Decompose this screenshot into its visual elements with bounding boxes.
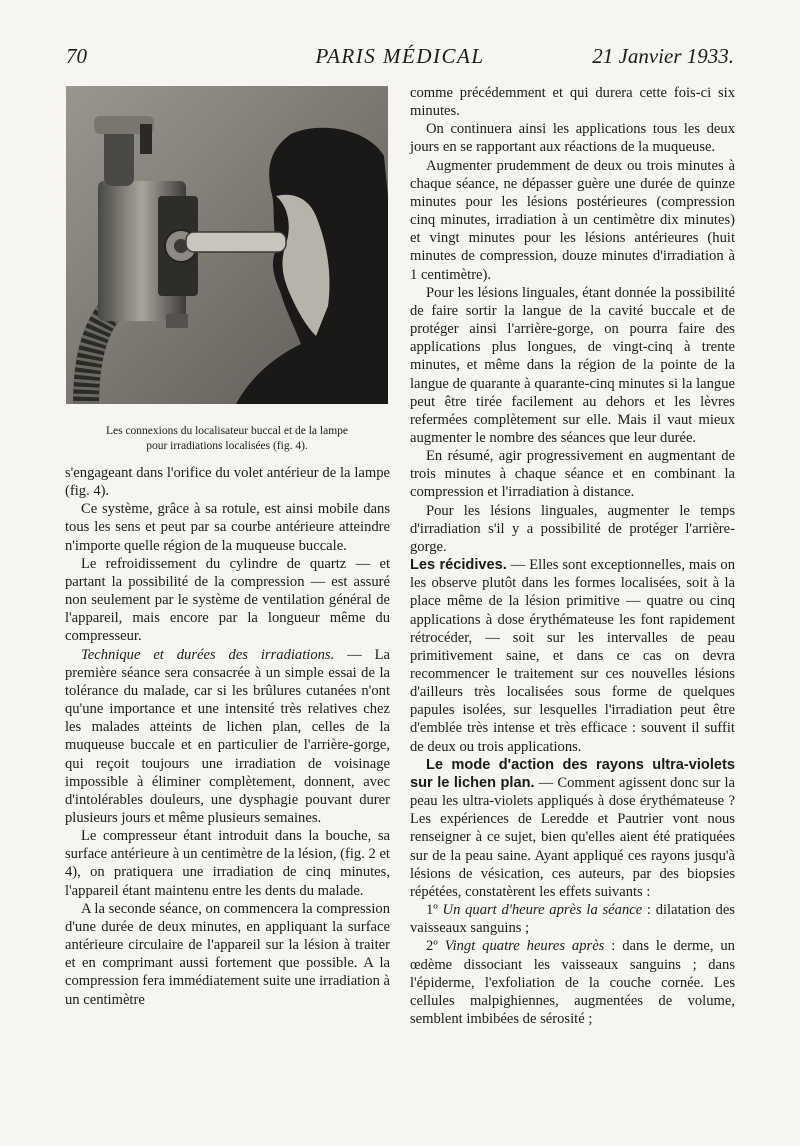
paragraph: Pour les lésions linguales, augmenter le temps d'irradiation s'il y a possibilité de protéger l'arrière-gorge. xyxy=(410,502,735,555)
page-number: 70 xyxy=(66,44,87,68)
list-item-text: : dans le derme, un œdème dissociant les vaisseaux sanguins ; dans l'épiderme, l'exfoliation de la couche cornée. Les cellules malpighiennes, augmentées de volume, semblent imbibées de sérosité ; xyxy=(410,938,735,1027)
photo-illustration xyxy=(66,86,388,404)
paragraph: comme précédemment et qui durera cette fois-ci six minutes. xyxy=(410,85,735,120)
section-heading: Le mode d'action des rayons ultra-violets sur le lichen plan. xyxy=(410,756,735,791)
paragraph: Le compresseur étant introduit dans la bouche, sa surface antérieure à un centimètre de la lésion, (fig. 2 et 4), on pratiquera une irradiation de cinq minutes, l'appareil étant maintenu entre les dents du malade. xyxy=(65,828,390,899)
paragraph: Ce système, grâce à sa rotule, est ainsi mobile dans tous les sens et peut par sa courbe antérieure atteindre n'importe quelle région de la muqueuse buccale. xyxy=(65,501,390,554)
paragraph-text: — La première séance sera consacrée à un simple essai de la tolérance du malade, car si les brûlures cutanées n'ont qu'une importance et une intensité très relatives chez les malades atteints de lichen plan, celles de la muqueuse buccale et en particulier de l'arrière-gorge, qui reçoit toujours une irradiation de voisinage impossible à éliminer complètement, donnent, avec d'intolérables douleurs, une dysphagie pouvant durer plusieurs jours et même plusieurs semaines. xyxy=(65,646,390,826)
list-item xyxy=(410,901,735,937)
list-item-heading: Vingt quatre heures après xyxy=(444,938,605,955)
list-item-heading: Un quart d'heure après la séance xyxy=(442,902,643,919)
section-heading: Technique et durées des irradiations. xyxy=(81,646,335,663)
paragraph xyxy=(410,756,735,901)
paragraph xyxy=(65,646,390,828)
paragraph-text: — Comment agissent donc sur la peau les ultra-violets appliqués à dose érythémateuse ? Les expériences de Leredde et Pautrier vont nous renseigner à ce sujet, bien qu'elles aient été pratiquées sur de la peau saine. Ayant appliqué ces rayons jusqu'à lésions de vésication, ces auteurs, par des biopsies répétées, constatèrent les effets suivants : xyxy=(410,774,735,900)
left-column xyxy=(65,464,390,1009)
right-column xyxy=(410,84,735,1028)
paragraph: s'engageant dans l'orifice du volet antérieur de la lampe (fig. 4). xyxy=(65,465,390,500)
figure-caption xyxy=(66,424,388,454)
paragraph: On continuera ainsi les applications tous les deux jours en se rapportant aux réactions de la muqueuse. xyxy=(410,121,735,156)
list-item-text: : dilatation des vaisseaux sanguins ; xyxy=(410,902,735,937)
issue-date: 21 Janvier 1933. xyxy=(592,44,734,68)
paragraph xyxy=(410,556,735,756)
list-number: 2º xyxy=(426,938,445,955)
caption-line: Les connexions du localisateur buccal et de la lampe xyxy=(105,425,349,437)
paragraph: Augmenter prudemment de deux ou trois minutes à chaque séance, ne dépasser guère une durée de quinze minutes pour les lésions postérieures (compression cinq minutes, irradiation à un centimètre dix minutes) et vingt minutes pour les lésions antérieures (huit minutes de compression, douze minutes d'irradiation à 1 centimètre). xyxy=(410,157,735,283)
caption-line: pour irradiations localisées (fig. 4). xyxy=(146,440,308,452)
figure-photograph xyxy=(66,86,388,404)
paragraph-text: — Elles sont exceptionnelles, mais on les observe plutôt dans les formes localisées, soit à la place même de la lésion primitive — quatre ou cinq applications à dose érythémateuse les font rapidement rétrocéder, — soit sur les intervalles de peau primitivement saine, et dans ce cas on devra recommencer le traitement sur ces nouvelles lésions d'ailleurs très localisées sous forme de quelques papules isolées, sur lesquelles l'irradiation peut être d'emblée très intense et très efficace : souvent il suffit de deux ou trois applications. xyxy=(410,557,735,755)
paragraph: Pour les lésions linguales, étant donnée la possibilité de faire sortir la langue de la cavité buccale et de protéger ainsi l'arrière-gorge, on pourra faire des applications plus longues, de vingt-cinq à trente minutes, et même dans la région de la pointe de la langue de quarante à quarante-cinq minutes si la langue peut être tirée facilement au dehors et les lèvres refermées complètement sur elle. Mais il vaut mieux augmenter le nombre des séances que leur durée. xyxy=(410,284,735,446)
list-number: 1º xyxy=(426,902,443,919)
paragraph: Le refroidissement du cylindre de quartz — et partant la possibilité de la compression — est assuré non seulement par le système de ventilation général de l'appareil, mais encore par la longueur même du compresseur. xyxy=(65,555,390,645)
paragraph: En résumé, agir progressivement en augmentant de trois minutes à chaque séance et en combinant la compression et l'irradiation à distance. xyxy=(410,448,735,501)
list-item xyxy=(410,937,735,1028)
page-header xyxy=(66,44,734,74)
paragraph: A la seconde séance, on commencera la compression d'une durée de deux minutes, en appliquant la surface antérieure circulaire de l'appareil sur la lésion à traiter et en comprimant aussi fortement que possible. A la compression fera immédiatement suite une irradiation à un centimètre xyxy=(65,900,391,1008)
section-heading: Les récidives. xyxy=(410,557,507,574)
journal-title: PARIS MÉDICAL xyxy=(315,44,485,68)
